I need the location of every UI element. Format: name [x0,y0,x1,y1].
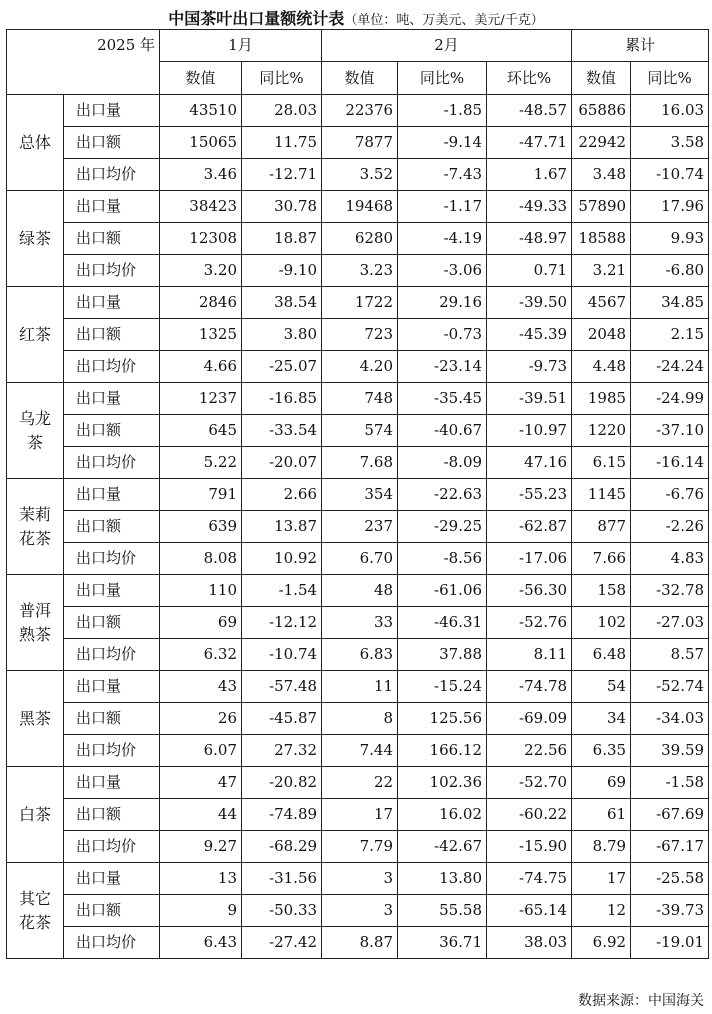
value-cell: 3 [322,863,398,895]
value-cell: 43 [160,671,242,703]
value-cell: 5.22 [160,447,242,479]
value-cell: -57.48 [242,671,322,703]
value-cell: 6.83 [322,639,398,671]
category-label [7,863,64,959]
table-row [7,575,709,607]
category-label [7,575,64,671]
value-cell: -6.76 [631,479,709,511]
table-row [7,543,709,575]
value-cell: 17 [572,863,631,895]
value-cell: 102 [572,607,631,639]
value-cell: -48.57 [487,95,572,127]
value-cell: -15.24 [398,671,487,703]
value-cell: -69.09 [487,703,572,735]
table-row [7,799,709,831]
value-cell: -60.22 [487,799,572,831]
value-cell: -10.74 [242,639,322,671]
table-row [7,863,709,895]
value-cell: -1.54 [242,575,322,607]
value-cell: 748 [322,383,398,415]
category-label [7,95,64,191]
value-cell: -6.80 [631,255,709,287]
col-header-cum-value: 数值 [572,62,631,95]
value-cell: 7.44 [322,735,398,767]
value-cell: 4.66 [160,351,242,383]
table-row [7,703,709,735]
col-header-jan-yoy: 同比% [242,62,322,95]
value-cell: 4.83 [631,543,709,575]
value-cell: 7.66 [572,543,631,575]
value-cell: -16.14 [631,447,709,479]
value-cell: 30.78 [242,191,322,223]
metric-label: 出口均价 [64,927,160,959]
value-cell: 6.32 [160,639,242,671]
value-cell: -15.90 [487,831,572,863]
value-cell: -8.56 [398,543,487,575]
value-cell: 37.88 [398,639,487,671]
table-row [7,607,709,639]
metric-label: 出口均价 [64,255,160,287]
value-cell: 6.70 [322,543,398,575]
category-label [7,191,64,287]
period-header-jan: 1月 [160,30,322,62]
value-cell: -55.23 [487,479,572,511]
metric-label: 出口均价 [64,447,160,479]
col-header-feb-mom: 环比% [487,62,572,95]
value-cell: 1220 [572,415,631,447]
value-cell: -23.14 [398,351,487,383]
value-cell: 3.48 [572,159,631,191]
value-cell: 69 [572,767,631,799]
data-source-note: 数据来源：中国海关 [578,993,704,1009]
value-cell: -67.69 [631,799,709,831]
value-cell: 47 [160,767,242,799]
table-row [7,671,709,703]
value-cell: 7.68 [322,447,398,479]
value-cell: 22376 [322,95,398,127]
metric-label: 出口均价 [64,351,160,383]
table-body [7,95,709,959]
value-cell: -48.97 [487,223,572,255]
value-cell: -1.58 [631,767,709,799]
value-cell: 3.21 [572,255,631,287]
category-name: 绿茶 [18,228,51,248]
value-cell: 4.48 [572,351,631,383]
tea-export-table [6,29,709,959]
value-cell: 57890 [572,191,631,223]
table-row [7,479,709,511]
value-cell: -10.97 [487,415,572,447]
table-row [7,223,709,255]
table-row [7,831,709,863]
value-cell: -12.12 [242,607,322,639]
value-cell: -4.19 [398,223,487,255]
value-cell: -52.74 [631,671,709,703]
value-cell: 1145 [572,479,631,511]
value-cell: 6.07 [160,735,242,767]
metric-label: 出口量 [64,863,160,895]
value-cell: -12.71 [242,159,322,191]
table-row [7,287,709,319]
value-cell: -65.14 [487,895,572,927]
title-unit: （单位：吨、万美元、美元/千克） [344,13,544,28]
value-cell: -32.78 [631,575,709,607]
value-cell: 158 [572,575,631,607]
value-cell: 13.87 [242,511,322,543]
table-row [7,639,709,671]
value-cell: 6.35 [572,735,631,767]
value-cell: 8.87 [322,927,398,959]
category-label [7,287,64,383]
category-name: 总体 [18,132,51,152]
value-cell: 38.54 [242,287,322,319]
value-cell: -46.31 [398,607,487,639]
value-cell: -9.73 [487,351,572,383]
value-cell: -27.03 [631,607,709,639]
table-row [7,895,709,927]
value-cell: 6280 [322,223,398,255]
category-name: 乌龙茶 [18,409,51,452]
value-cell: -1.85 [398,95,487,127]
value-cell: 22942 [572,127,631,159]
value-cell: 8.11 [487,639,572,671]
value-cell: 43510 [160,95,242,127]
value-cell: 237 [322,511,398,543]
category-label [7,479,64,575]
value-cell: -20.07 [242,447,322,479]
value-cell: -56.30 [487,575,572,607]
value-cell: 2846 [160,287,242,319]
value-cell: 2.66 [242,479,322,511]
value-cell: 3.52 [322,159,398,191]
value-cell: 4.20 [322,351,398,383]
value-cell: -45.39 [487,319,572,351]
metric-label: 出口额 [64,223,160,255]
value-cell: -47.71 [487,127,572,159]
value-cell: 8.57 [631,639,709,671]
value-cell: -74.78 [487,671,572,703]
value-cell: 33 [322,607,398,639]
col-header-feb-yoy: 同比% [398,62,487,95]
value-cell: 3.46 [160,159,242,191]
value-cell: 16.02 [398,799,487,831]
value-cell: 39.59 [631,735,709,767]
category-name: 普洱熟茶 [18,601,51,644]
value-cell: 28.03 [242,95,322,127]
table-row [7,767,709,799]
metric-label: 出口量 [64,191,160,223]
value-cell: 125.56 [398,703,487,735]
value-cell: 12308 [160,223,242,255]
metric-label: 出口量 [64,575,160,607]
table-row [7,319,709,351]
table-row [7,735,709,767]
value-cell: 17 [322,799,398,831]
value-cell: 639 [160,511,242,543]
metric-label: 出口均价 [64,543,160,575]
value-cell: 1.67 [487,159,572,191]
value-cell: -39.50 [487,287,572,319]
value-cell: -22.63 [398,479,487,511]
value-cell: 38.03 [487,927,572,959]
metric-label: 出口额 [64,703,160,735]
value-cell: -25.07 [242,351,322,383]
col-header-cum-yoy: 同比% [631,62,709,95]
value-cell: 9 [160,895,242,927]
value-cell: 2.15 [631,319,709,351]
value-cell: -19.01 [631,927,709,959]
value-cell: 1985 [572,383,631,415]
value-cell: 2048 [572,319,631,351]
value-cell: 36.71 [398,927,487,959]
table-row [7,927,709,959]
value-cell: 10.92 [242,543,322,575]
value-cell: -40.67 [398,415,487,447]
value-cell: 8.79 [572,831,631,863]
value-cell: -74.75 [487,863,572,895]
value-cell: 54 [572,671,631,703]
value-cell: -39.51 [487,383,572,415]
col-header-feb-value: 数值 [322,62,398,95]
col-header-jan-value: 数值 [160,62,242,95]
value-cell: 8.08 [160,543,242,575]
value-cell: 9.27 [160,831,242,863]
metric-label: 出口均价 [64,735,160,767]
value-cell: 29.16 [398,287,487,319]
metric-label: 出口量 [64,671,160,703]
category-name: 其它花茶 [18,889,51,932]
value-cell: 19468 [322,191,398,223]
value-cell: -29.25 [398,511,487,543]
value-cell: 38423 [160,191,242,223]
value-cell: 354 [322,479,398,511]
value-cell: 12 [572,895,631,927]
value-cell: -37.10 [631,415,709,447]
value-cell: -17.06 [487,543,572,575]
value-cell: 26 [160,703,242,735]
value-cell: 102.36 [398,767,487,799]
metric-label: 出口额 [64,895,160,927]
metric-label: 出口量 [64,479,160,511]
value-cell: 1722 [322,287,398,319]
metric-label: 出口额 [64,511,160,543]
table-row [7,511,709,543]
value-cell: -61.06 [398,575,487,607]
value-cell: 44 [160,799,242,831]
value-cell: 11 [322,671,398,703]
value-cell: -74.89 [242,799,322,831]
value-cell: 6.43 [160,927,242,959]
category-name: 红茶 [18,324,51,344]
header-row-periods [7,30,709,62]
category-name: 白茶 [18,804,51,824]
value-cell: 15065 [160,127,242,159]
table-row [7,255,709,287]
metric-label: 出口额 [64,127,160,159]
metric-label: 出口量 [64,287,160,319]
value-cell: 11.75 [242,127,322,159]
value-cell: 6.48 [572,639,631,671]
value-cell: -25.58 [631,863,709,895]
value-cell: -68.29 [242,831,322,863]
table-row [7,127,709,159]
value-cell: 27.32 [242,735,322,767]
value-cell: 3.23 [322,255,398,287]
value-cell: 1325 [160,319,242,351]
value-cell: 69 [160,607,242,639]
value-cell: 18588 [572,223,631,255]
value-cell: 6.92 [572,927,631,959]
value-cell: 7877 [322,127,398,159]
value-cell: 17.96 [631,191,709,223]
value-cell: 3 [322,895,398,927]
value-cell: 55.58 [398,895,487,927]
table-row [7,447,709,479]
value-cell: -42.67 [398,831,487,863]
table-row [7,95,709,127]
table-title [0,6,712,29]
value-cell: -2.26 [631,511,709,543]
value-cell: -3.06 [398,255,487,287]
value-cell: 22.56 [487,735,572,767]
year-header: 2025 年 [7,30,160,95]
value-cell: 1237 [160,383,242,415]
table-row [7,351,709,383]
metric-label: 出口额 [64,319,160,351]
metric-label: 出口额 [64,607,160,639]
table-row [7,415,709,447]
value-cell: 6.15 [572,447,631,479]
value-cell: -1.17 [398,191,487,223]
value-cell: 723 [322,319,398,351]
metric-label: 出口均价 [64,639,160,671]
value-cell: -35.45 [398,383,487,415]
value-cell: 13.80 [398,863,487,895]
value-cell: -49.33 [487,191,572,223]
value-cell: -24.24 [631,351,709,383]
value-cell: -62.87 [487,511,572,543]
metric-label: 出口量 [64,95,160,127]
value-cell: 110 [160,575,242,607]
value-cell: -52.70 [487,767,572,799]
value-cell: 47.16 [487,447,572,479]
value-cell: -39.73 [631,895,709,927]
value-cell: 877 [572,511,631,543]
value-cell: 22 [322,767,398,799]
metric-label: 出口额 [64,415,160,447]
value-cell: 0.71 [487,255,572,287]
value-cell: -67.17 [631,831,709,863]
metric-label: 出口均价 [64,831,160,863]
value-cell: -20.82 [242,767,322,799]
value-cell: 645 [160,415,242,447]
value-cell: 34 [572,703,631,735]
value-cell: -31.56 [242,863,322,895]
category-label [7,383,64,479]
value-cell: 48 [322,575,398,607]
value-cell: -9.10 [242,255,322,287]
value-cell: -0.73 [398,319,487,351]
value-cell: 13 [160,863,242,895]
value-cell: -10.74 [631,159,709,191]
value-cell: 8 [322,703,398,735]
table-row [7,159,709,191]
metric-label: 出口额 [64,799,160,831]
value-cell: -52.76 [487,607,572,639]
period-header-cumulative: 累计 [572,30,709,62]
value-cell: 9.93 [631,223,709,255]
category-name: 茉莉花茶 [18,505,51,548]
value-cell: 34.85 [631,287,709,319]
value-cell: -34.03 [631,703,709,735]
value-cell: -24.99 [631,383,709,415]
value-cell: -9.14 [398,127,487,159]
value-cell: 574 [322,415,398,447]
metric-label: 出口量 [64,383,160,415]
value-cell: -8.09 [398,447,487,479]
value-cell: 4567 [572,287,631,319]
table-row [7,383,709,415]
period-header-feb: 2月 [322,30,572,62]
category-label [7,671,64,767]
category-label [7,767,64,863]
value-cell: -16.85 [242,383,322,415]
metric-label: 出口量 [64,767,160,799]
table-row [7,191,709,223]
value-cell: 3.80 [242,319,322,351]
metric-label: 出口均价 [64,159,160,191]
value-cell: 16.03 [631,95,709,127]
value-cell: 18.87 [242,223,322,255]
value-cell: 7.79 [322,831,398,863]
value-cell: 3.20 [160,255,242,287]
value-cell: 61 [572,799,631,831]
value-cell: -50.33 [242,895,322,927]
value-cell: -33.54 [242,415,322,447]
value-cell: -27.42 [242,927,322,959]
value-cell: 166.12 [398,735,487,767]
value-cell: 65886 [572,95,631,127]
value-cell: 3.58 [631,127,709,159]
title-main: 中国茶叶出口量额统计表 [168,9,345,28]
value-cell: 791 [160,479,242,511]
value-cell: -45.87 [242,703,322,735]
value-cell: -7.43 [398,159,487,191]
category-name: 黑茶 [18,708,51,728]
